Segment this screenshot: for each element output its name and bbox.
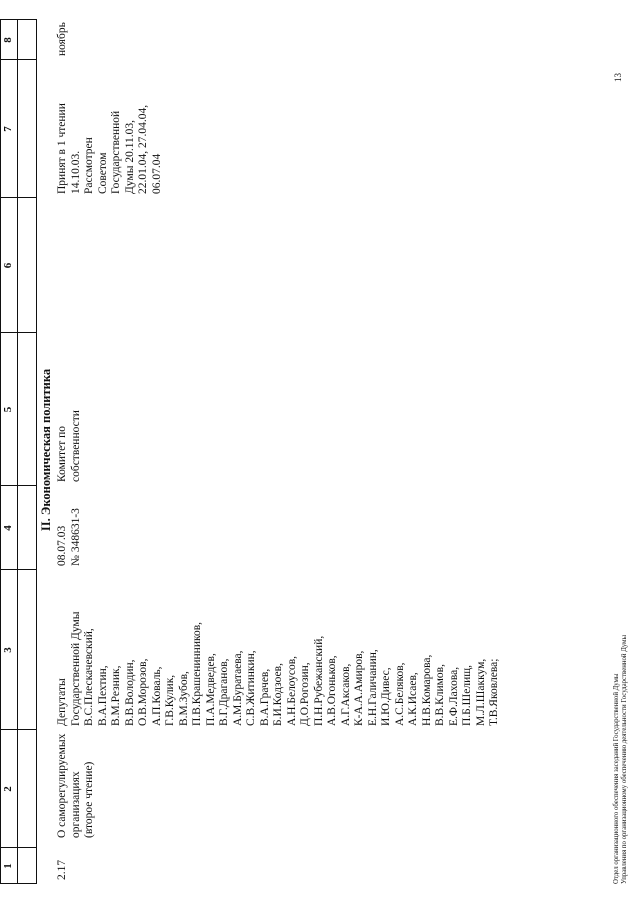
author-line: В.А.Пехтин, xyxy=(96,665,109,726)
author-line: А.С.Беляков, xyxy=(393,662,406,726)
author-line: П.В.Крашенинников, xyxy=(191,621,203,726)
author-line: Депутаты xyxy=(56,678,68,726)
section-title: II. Экономическая политика xyxy=(39,368,53,532)
author-line: В.А.Грачев, xyxy=(258,668,271,726)
planned-month: ноябрь xyxy=(56,22,68,56)
status-line: Рассмотрен xyxy=(83,137,95,194)
author-line: А.В.Огоньков, xyxy=(326,655,338,726)
status-line: 06.07.04 xyxy=(150,153,163,194)
column-header: 8 xyxy=(2,37,14,43)
author-line: Т.В.Яковлева; xyxy=(488,658,500,726)
column-header: 5 xyxy=(2,406,14,413)
bill-title-line: О саморегулируемых xyxy=(56,733,68,838)
author-line: О.В.Морозов, xyxy=(137,658,149,726)
header-bottom-rule xyxy=(17,20,18,884)
author-line: П.А.Медведев, xyxy=(204,653,217,726)
author-line: П.Б.Шелищ, xyxy=(461,665,473,726)
committee-line: собственности xyxy=(69,410,82,482)
status-line: Думы 20.11.03, xyxy=(123,119,136,194)
column-header: 1 xyxy=(2,863,14,869)
status-line: 14.10.03. xyxy=(69,150,82,194)
author-line: Г.В.Кулик, xyxy=(164,674,176,726)
status-line: Советом xyxy=(96,152,109,194)
author-line: В.С.Плескачевский, xyxy=(83,628,95,726)
author-line: А.Г.Аксаков, xyxy=(339,663,352,726)
author-line: Б.И.Кодзоев, xyxy=(272,663,284,726)
status-line: 22.01.04, 27.04.04, xyxy=(137,104,149,194)
column-header: 7 xyxy=(2,126,14,132)
author-line: Государственной Думы xyxy=(69,611,82,726)
author-line: А.М.Буратаева, xyxy=(231,650,244,726)
bill-title-line: (второе чтение) xyxy=(83,761,95,838)
author-line: М.Л.Шаккум, xyxy=(474,658,487,726)
author-line: А.Н.Белоусов, xyxy=(285,655,298,726)
footer-line-1: Отдел организационного обеспечения заседаний Государственной Думы xyxy=(613,673,620,884)
author-line: Е.Н.Галичанин, xyxy=(366,649,379,726)
page-number: 13 xyxy=(613,73,623,82)
column-header: 4 xyxy=(2,525,14,531)
author-line: К-А.А.Амиров, xyxy=(353,650,365,726)
status-line: Государственной xyxy=(110,110,122,194)
column-header: 3 xyxy=(2,647,14,653)
column-header: 6 xyxy=(2,262,14,269)
author-line: В.В.Володин, xyxy=(123,659,136,726)
author-line: Е.Ф.Лахова, xyxy=(447,666,460,726)
author-line: Д.О.Рогозин, xyxy=(299,662,311,726)
column-header: 2 xyxy=(2,786,14,792)
author-line: В.М.Зубов, xyxy=(177,671,190,726)
author-line: И.Ю.Дивес, xyxy=(380,667,392,726)
author-line: А.П.Коваль, xyxy=(150,666,163,726)
author-line: В.М.Резник, xyxy=(110,665,122,726)
author-line: С.В.Житинкин, xyxy=(245,650,257,726)
registration-date: 08.07.03 xyxy=(56,525,68,566)
footer-line-2: Управления по организационному обеспечению деятельности Государственной Думы xyxy=(621,634,628,884)
status-line: Принят в 1 чтении xyxy=(56,103,68,194)
bill-title-line: организациях xyxy=(69,771,82,838)
committee-line: Комитет по xyxy=(56,426,68,482)
author-line: А.К.Исаев, xyxy=(407,672,419,726)
author-line: В.Г.Драганов, xyxy=(218,658,230,726)
author-line: В.В.Климов, xyxy=(434,664,446,726)
author-line: Н.В.Комарова, xyxy=(420,654,433,726)
author-line: П.Н.Рубежанский, xyxy=(312,635,325,726)
registration-number: № 348631-3 xyxy=(69,508,82,566)
row-number: 2.17 xyxy=(56,859,68,880)
